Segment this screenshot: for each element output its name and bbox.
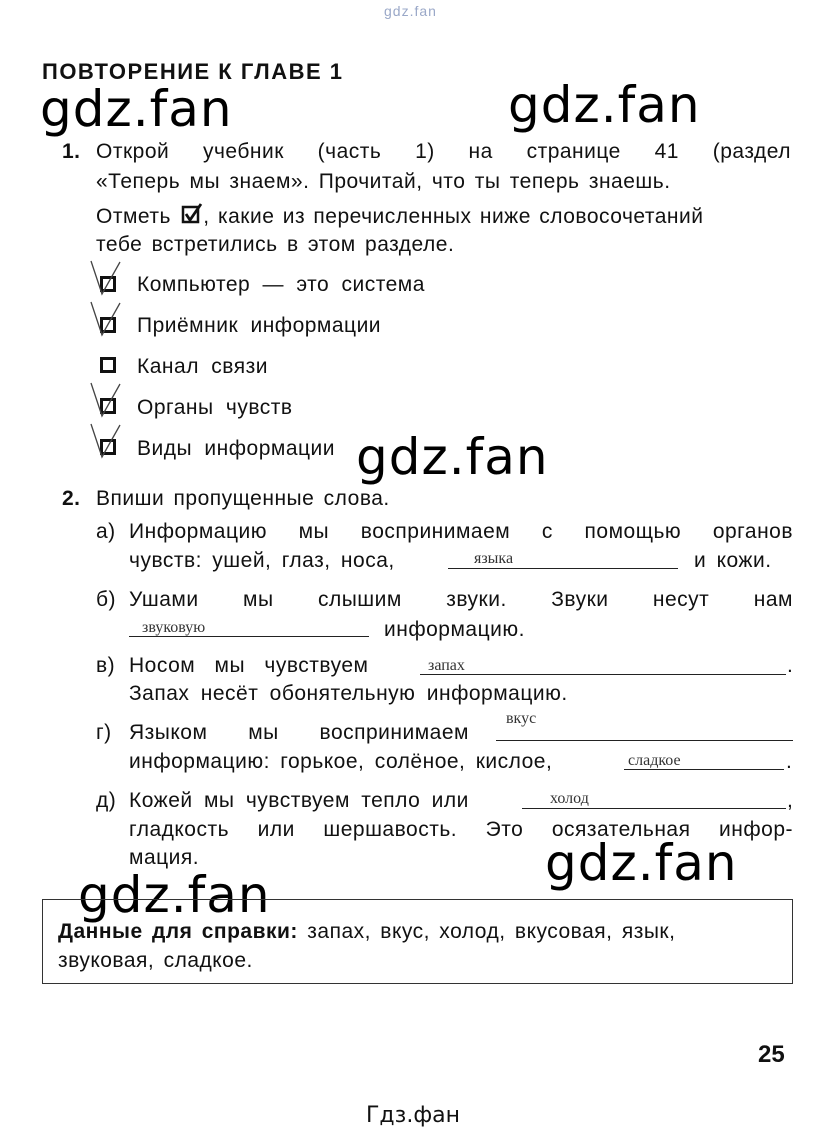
reference-label: Данные для справки: — [58, 920, 298, 943]
option-label: Виды информации — [137, 437, 335, 460]
word: несут — [652, 588, 710, 611]
word: мы — [243, 588, 274, 611]
task-number: 2. — [62, 487, 81, 510]
item-b-line1 — [129, 588, 793, 612]
tick-mark-icon — [88, 299, 124, 343]
task1-line3-end: , какие из перечисленных ниже словосочетаний — [203, 205, 704, 228]
item-v-line1-start: Носом мы чувствуем — [129, 654, 369, 677]
task-number: 1. — [62, 140, 81, 163]
item-a-line2-start: чувств: ушей, глаз, носа, — [129, 549, 395, 572]
word: воспринимаем — [319, 721, 469, 744]
item-d-line1-start: Кожей мы чувствуем тепло или — [129, 789, 469, 812]
task1-line1 — [96, 140, 791, 164]
task1-line3 — [96, 203, 704, 229]
word: 41 — [654, 140, 679, 163]
option-label: Приёмник информации — [137, 314, 382, 337]
word: учебник — [202, 140, 284, 163]
watermark: gdz.fan — [356, 428, 549, 486]
reference-words: запах, вкус, холод, вкусовая, язык, — [307, 920, 676, 943]
word: странице — [526, 140, 621, 163]
watermark: gdz.fan — [545, 834, 738, 892]
word: звуки. — [446, 588, 507, 611]
word: Звуки — [551, 588, 609, 611]
punctuation: . — [786, 750, 793, 773]
answer-line — [420, 674, 786, 675]
item-letter: а) — [96, 520, 116, 543]
reference-line2: звуковая, сладкое. — [58, 949, 253, 972]
word: 1) — [415, 140, 435, 163]
option-label: Компьютер — это система — [137, 273, 425, 296]
word: Ушами — [129, 588, 199, 611]
item-letter: б) — [96, 588, 117, 611]
tick-mark-icon — [88, 258, 124, 302]
answer-handwritten: звуковую — [142, 619, 206, 636]
answer-line — [448, 568, 678, 569]
item-d-line3: мация. — [129, 846, 200, 869]
answer-line — [496, 740, 793, 741]
answer-handwritten: языка — [474, 550, 514, 567]
item-a-line1: Информацию мы воспринимаем с помощью органов — [129, 520, 793, 543]
task1-line3-start: Отметь — [96, 205, 171, 228]
task1-line2: «Теперь мы знаем». Прочитай, что ты теперь знаешь. — [96, 170, 671, 193]
word: Открой — [96, 140, 170, 163]
checkbox[interactable] — [100, 357, 116, 373]
task1-line4: тебе встретились в этом разделе. — [96, 233, 455, 256]
word: (раздел — [712, 140, 791, 163]
option-label: Канал связи — [137, 355, 268, 378]
tick-mark-icon — [88, 380, 124, 424]
item-letter: г) — [96, 721, 112, 744]
item-letter: в) — [96, 654, 116, 677]
word: на — [468, 140, 493, 163]
checkbox-checked-icon — [181, 203, 205, 225]
reference-line1 — [58, 920, 675, 944]
watermark: gdz.fan — [78, 866, 271, 924]
page-number: 25 — [758, 1041, 785, 1068]
item-b-line2-end: информацию. — [384, 618, 525, 641]
watermark: gdz.fan — [40, 80, 233, 138]
item-d-line2: гладкость или шершавость. Это осязательная инфор- — [129, 818, 793, 841]
punctuation: . — [787, 654, 794, 677]
task2-intro: Впиши пропущенные слова. — [96, 487, 390, 510]
answer-handwritten: холод — [550, 790, 589, 807]
item-a-line2-end: и кожи. — [694, 549, 772, 572]
header-watermark: gdz.fan — [384, 3, 437, 19]
word: мы — [248, 721, 279, 744]
answer-handwritten: запах — [428, 657, 465, 674]
answer-handwritten: сладкое — [628, 752, 681, 769]
word: нам — [753, 588, 793, 611]
tick-mark-icon — [88, 421, 124, 465]
item-g-line2-start: информацию: горькое, солёное, кислое, — [129, 750, 553, 773]
footer-watermark: Гдз.фан — [366, 1103, 460, 1128]
item-v-line2: Запах несёт обонятельную информацию. — [129, 682, 568, 705]
word: Языком — [129, 721, 208, 744]
watermark: gdz.fan — [508, 76, 701, 134]
answer-line — [522, 808, 786, 809]
page-title: ПОВТОРЕНИЕ К ГЛАВЕ 1 — [42, 59, 344, 84]
option-label: Органы чувств — [137, 396, 293, 419]
item-letter: д) — [96, 789, 117, 812]
punctuation: , — [787, 789, 794, 812]
word: слышим — [317, 588, 402, 611]
word: (часть — [317, 140, 382, 163]
item-g-line1 — [129, 721, 469, 745]
answer-handwritten: вкус — [506, 710, 537, 727]
